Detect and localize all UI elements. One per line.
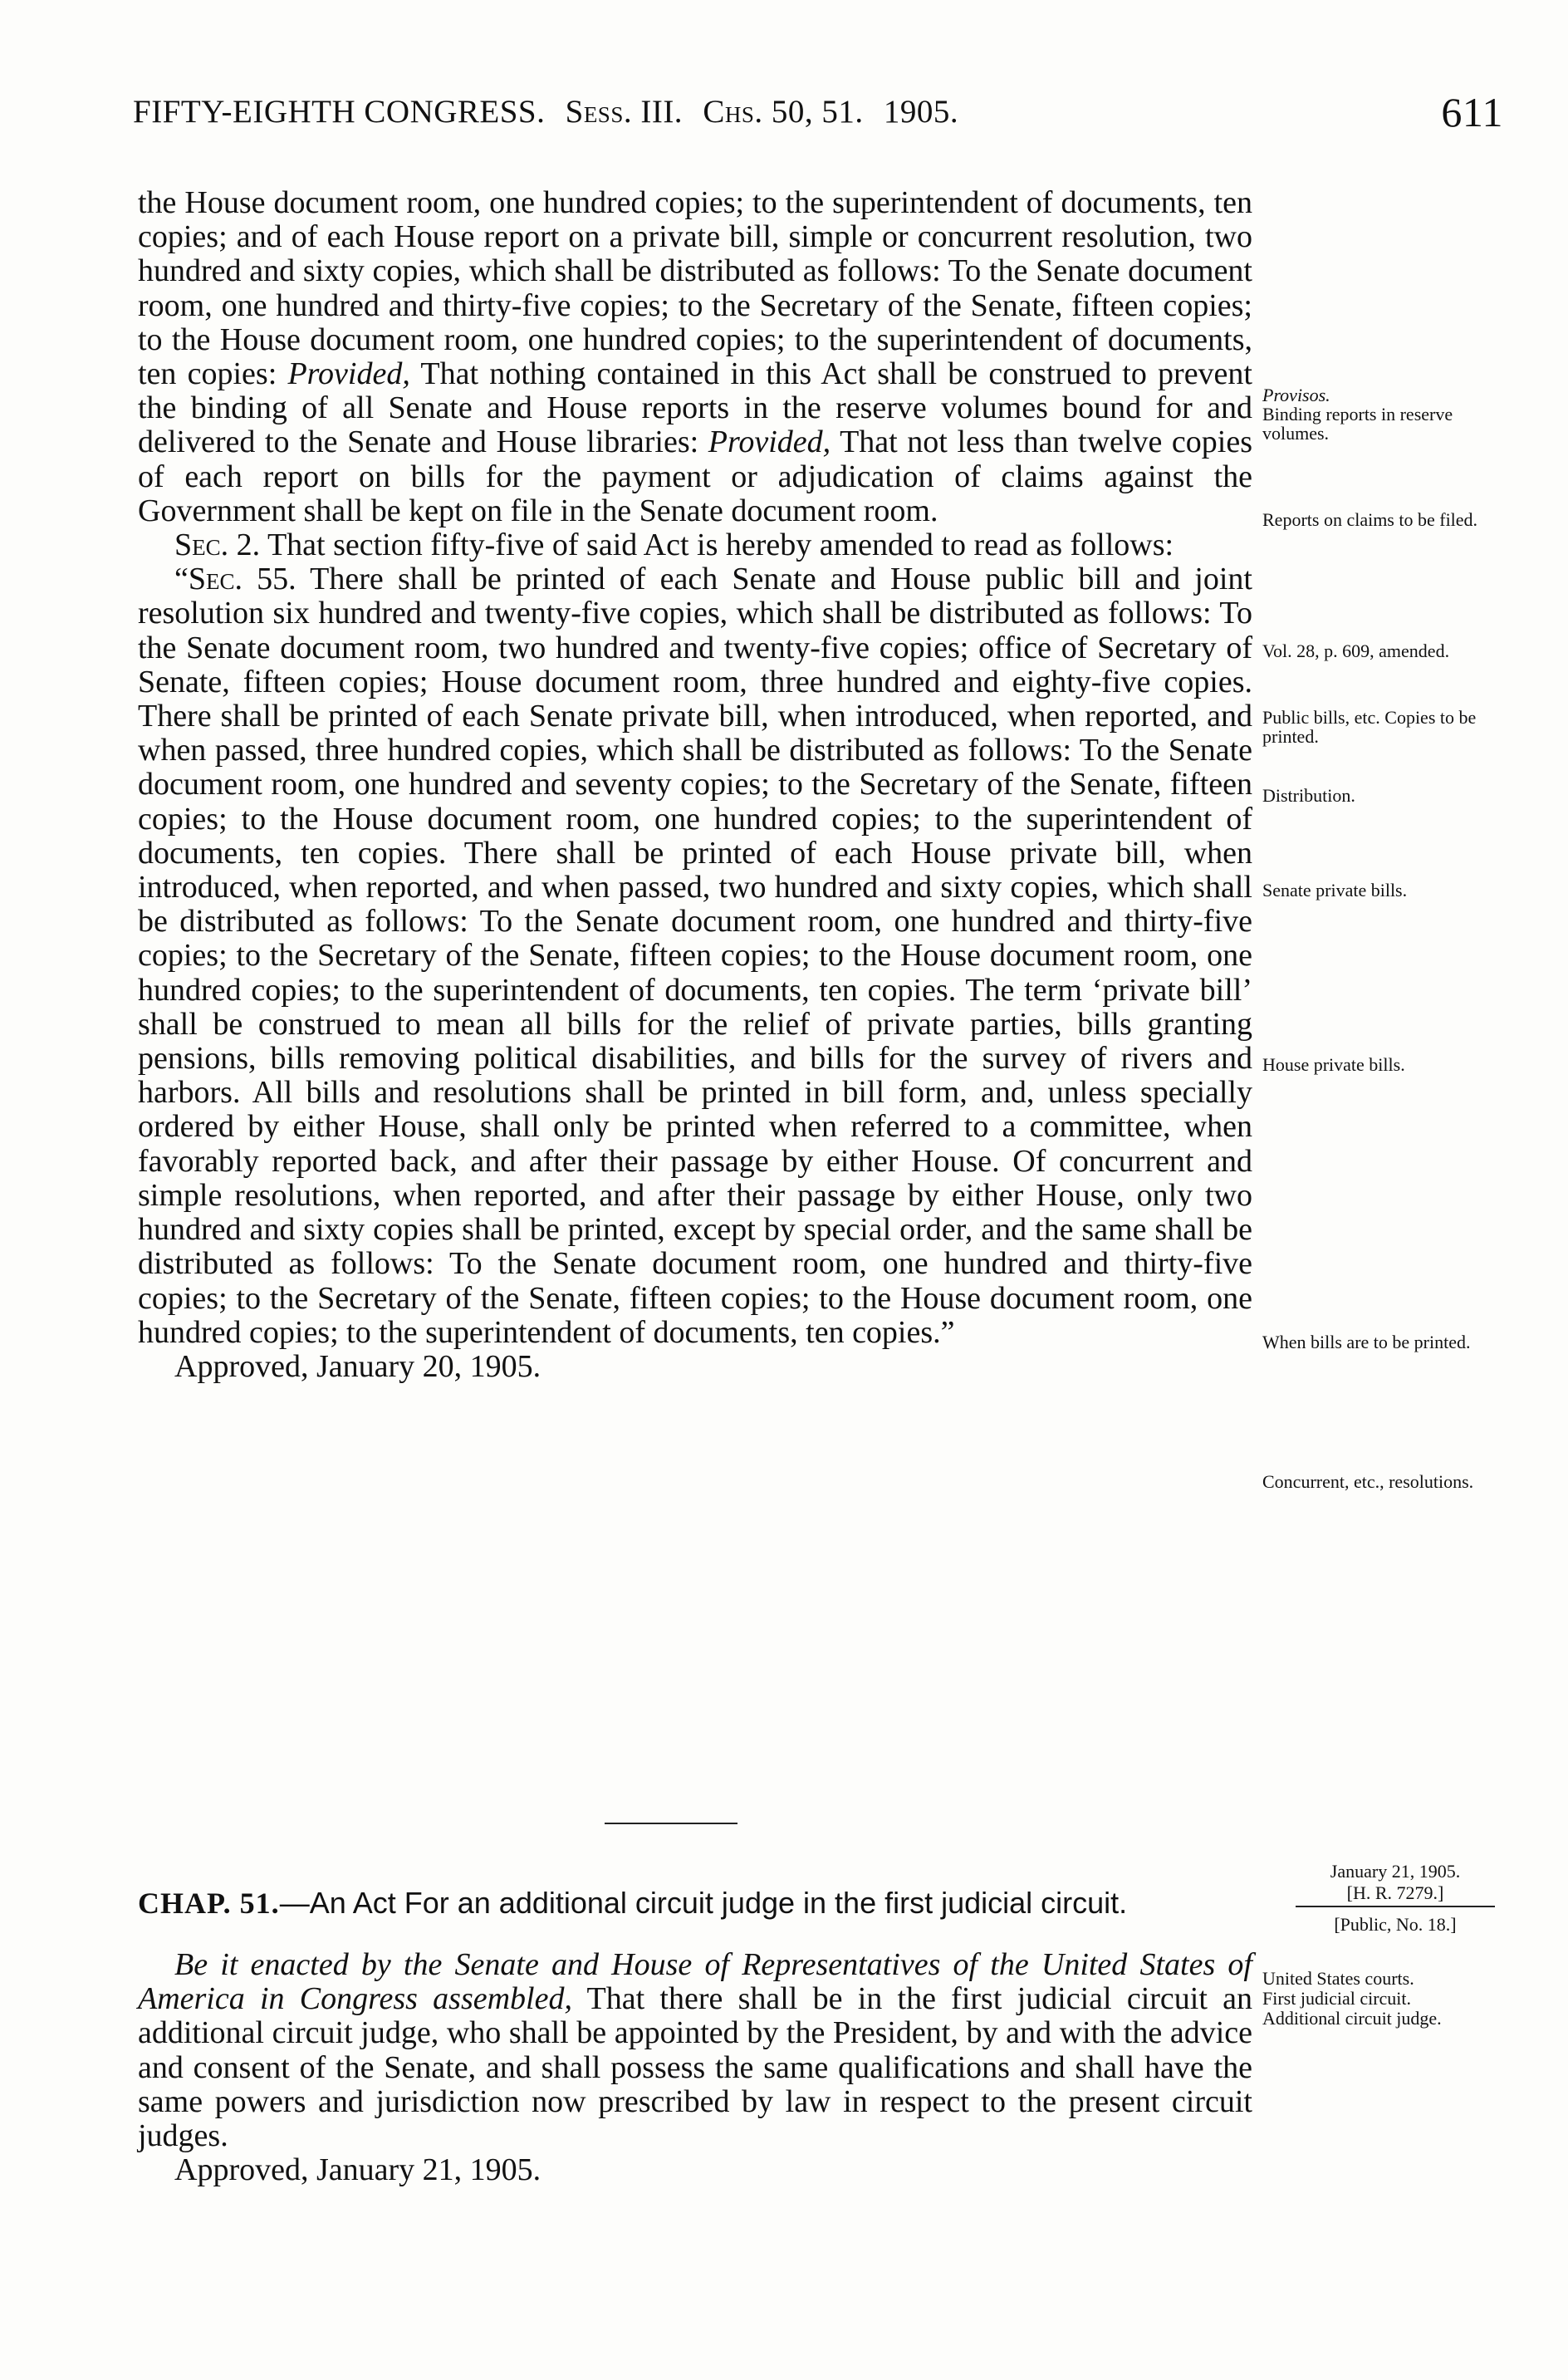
main-text	[138, 186, 1252, 1384]
note-judge: Additional circuit judge.	[1262, 2008, 1442, 2029]
note-public-bills: Public bills, etc. Copies to be printed.	[1262, 707, 1477, 747]
sec55-paragraph	[138, 562, 1252, 1350]
provided-2: Provided,	[708, 424, 831, 460]
running-title	[133, 93, 958, 130]
sec2-label: Sec. 2.	[174, 528, 261, 563]
congress-label: FIFTY-EIGHTH CONGRESS.	[133, 94, 546, 130]
running-header	[133, 89, 1503, 151]
note-vol-amended: Vol. 28, p. 609, amended.	[1262, 640, 1450, 661]
section1-text-c: That not less than twelve copies of each report on bills for the payment or adjudication of claims against the Government shall be kept on file in the Senate document room.	[138, 424, 1252, 528]
chap51-heading	[138, 1886, 1127, 1921]
chap51-metadata	[1296, 1861, 1495, 1936]
section1-text-a: the House document room, one hundred copies; to the superintendent of documents, ten copies; and of each House report on a private bill, simple or concurrent resolution, two hundred and sixty copies, which shall be distributed as follows: To the Senate document room, one hundred and thirty-five copies; to the Secretary of the Senate, fifteen copies; to the House document room, one hundred copies; to the superintendent of documents, ten copies:	[138, 185, 1252, 392]
note-circuit: First judicial circuit.	[1262, 1988, 1412, 2009]
chapters-label: Chs. 50, 51.	[703, 94, 864, 130]
sec2-text: That section fifty-five of said Act is hereby amended to read as follows:	[260, 528, 1174, 563]
chap51-body: That there shall be in the first judicial circuit an additional circuit judge, who shall be appointed by the President, by and with the advice and consent of the Senate, and shall possess the same qualifications and shall have the same powers and jurisdiction now prescribed by law in respect to the present circuit judges.	[138, 1981, 1252, 2154]
note-distribution: Distribution.	[1262, 785, 1355, 806]
section1-text-b: That nothing contained in this Act shall be construed to prevent the binding of all Senate and House reports in the reserve volumes bound for and delivered to the Senate and House libraries:	[138, 356, 1252, 460]
note-binding: Binding reports in reserve volumes.	[1262, 404, 1453, 444]
section-divider	[605, 1823, 737, 1824]
chap51-date: January 21, 1905.	[1330, 1861, 1461, 1882]
note-senate-private: Senate private bills.	[1262, 880, 1408, 900]
note-concurrent: Concurrent, etc., resolutions.	[1262, 1471, 1474, 1492]
sec2-paragraph	[138, 528, 1252, 562]
provided-1: Provided,	[287, 356, 410, 392]
chap51-hr: [H. R. 7279.]	[1296, 1882, 1495, 1907]
note-claims: Reports on claims to be filed.	[1262, 509, 1478, 530]
chap51-paragraph	[138, 1948, 1252, 2153]
chap51-title: —An Act For an additional circuit judge in the first judicial circuit.	[279, 1886, 1128, 1920]
sec55-text: There shall be printed of each Senate and House public bill and joint resolution six hundred and twenty-five copies, which shall be distributed as follows: To the Senate document room, two hundred and twenty-five copies; office of Secretary of Senate, fifteen copies; House document room, three hundred and eighty-five copies. There shall be printed of each Senate private bill, when introduced, when reported, and when passed, three hundred copies, which shall be distributed as follows: To the Senate document room, one hundred and seventy copies; to the Secretary of the Senate, fifteen copies; to the House document room, one hundred copies; to the superintendent of documents, ten copies. There shall be printed of each House private bill, when introduced, when reported, and when passed, two hundred and sixty copies, which shall be distributed as follows: To the Senate document room, one hundred and thirty-five copies; to the Secretary of the Senate, fifteen copies; to the House document room, one hundred copies; to the superintendent of documents, ten copies. The term ‘private bill’ shall be construed to mean all bills for the relief of private parties, bills granting pensions, bills removing political disabilities, and bills for the survey of rivers and harbors. All bills and resolutions shall be printed in bill form, and, unless specially ordered by either House, shall only be printed when referred to a committee, when favorably reported back, and after their passage by either House. Of concurrent and simple resolutions, when reported, and after their passage by either House, only two hundred and sixty copies shall be printed, except by special order, and the same shall be distributed as follows: To the Senate document room, one hundred and thirty-five copies; to the Secretary of the Senate, fifteen copies; to the House document room, one hundred copies; to the superintendent of documents, ten copies.”	[138, 562, 1252, 1350]
note-courts: United States courts.	[1262, 1968, 1414, 1989]
note-house-private: House private bills.	[1262, 1054, 1405, 1075]
approved-2: Approved, January 21, 1905.	[174, 2152, 541, 2188]
approved-1: Approved, January 20, 1905.	[174, 1348, 541, 1384]
chap51-label: CHAP. 51.	[138, 1887, 280, 1920]
note-provisos: Provisos.	[1262, 385, 1330, 405]
chap51-text	[138, 1948, 1252, 2187]
sec55-label: “Sec. 55.	[174, 562, 296, 597]
enacting-clause: Be it enacted by the Senate and House of Representatives of the United States of America in Congress assembled,	[138, 1947, 1252, 2017]
year-label: 1905.	[883, 94, 959, 130]
note-when-printed: When bills are to be printed.	[1262, 1332, 1471, 1352]
page-number: 611	[1441, 89, 1503, 135]
section1-paragraph	[138, 186, 1252, 528]
session-label: Sess. III.	[565, 94, 684, 130]
chap51-public: [Public, No. 18.]	[1334, 1914, 1457, 1935]
